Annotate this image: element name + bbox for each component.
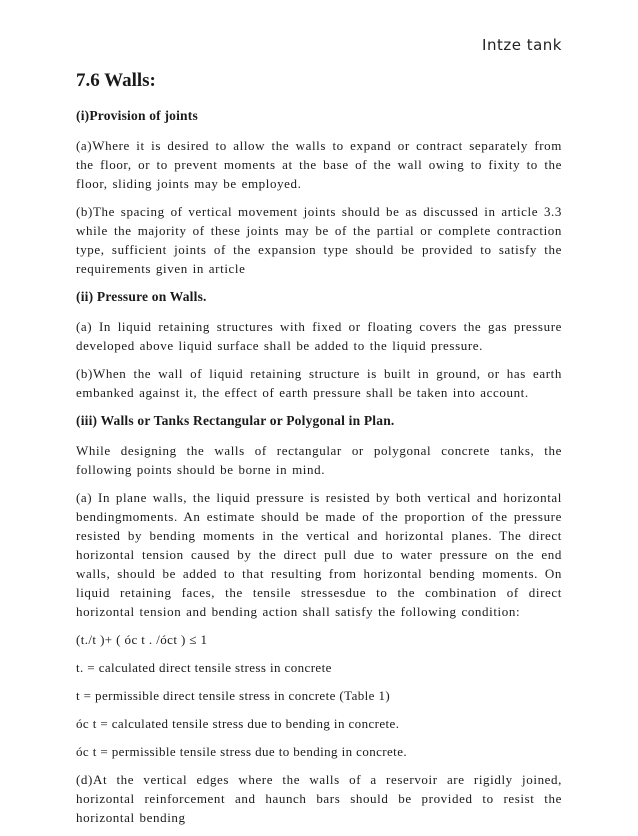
joints-paragraph-a: (a)Where it is desired to allow the walls to expand or contract separately from the floor, or to prevent moments at the base of the wall owing to fixity to the floor, sliding joints may be employed. bbox=[76, 138, 562, 191]
definition-line: óc t = permissible tensile stress due to bending in concrete. bbox=[76, 744, 408, 759]
rectangular-paragraph-a: (a) In plane walls, the liquid pressure is resisted by both vertical and horizontal bendingmoments. An estimate should be made of the proportion of the pressure resisted by bending moments in the vertical and horizontal planes. The direct horizontal tension caused by the direct pull due to water pressure on the end walls, should be added to that resulting from horizontal bending moments. On liquid retaining faces, the tensile stressesdue to the combination of direct horizontal tension and bending action shall satisfy the following condition: bbox=[76, 490, 562, 619]
pressure-paragraph-b: (b)When the wall of liquid retaining structure is built in ground, or has earth embanked against it, the effect of earth pressure shall be taken into account. bbox=[76, 366, 562, 400]
definition-line: t. = calculated direct tensile stress in concrete bbox=[76, 660, 332, 675]
rectangular-paragraph-d: (d)At the vertical edges where the walls of a reservoir are rigidly joined, horizontal reinforcement and haunch bars should be provided to resist the horizontal bending bbox=[76, 772, 562, 825]
section-title: 7.6 Walls: bbox=[76, 70, 156, 91]
rectangular-intro: While designing the walls of rectangular or polygonal concrete tanks, the following points should be borne in mind. bbox=[76, 443, 562, 477]
definition-line: óc t = calculated tensile stress due to bending in concrete. bbox=[76, 716, 400, 731]
stress-condition: (t./t )+ ( óc t . /óct ) ≤ 1 bbox=[76, 632, 208, 647]
pressure-paragraph-a: (a) In liquid retaining structures with fixed or floating covers the gas pressure developed above liquid surface shall be added to the liquid pressure. bbox=[76, 319, 562, 353]
definition-line: t = permissible direct tensile stress in concrete (Table 1) bbox=[76, 688, 391, 703]
joints-paragraph-b: (b)The spacing of vertical movement joints should be as discussed in article 3.3 while the majority of these joints may be of the partial or complete contraction type, sufficient joints of the expansion type should be provided to satisfy the requirements given in article bbox=[76, 204, 562, 276]
running-header: Intze tank bbox=[482, 36, 562, 54]
joints-heading: (i)Provision of joints bbox=[76, 108, 198, 123]
pressure-heading: (ii) Pressure on Walls. bbox=[76, 289, 207, 304]
page-content bbox=[76, 68, 562, 836]
rectangular-heading: (iii) Walls or Tanks Rectangular or Polygonal in Plan. bbox=[76, 413, 395, 428]
